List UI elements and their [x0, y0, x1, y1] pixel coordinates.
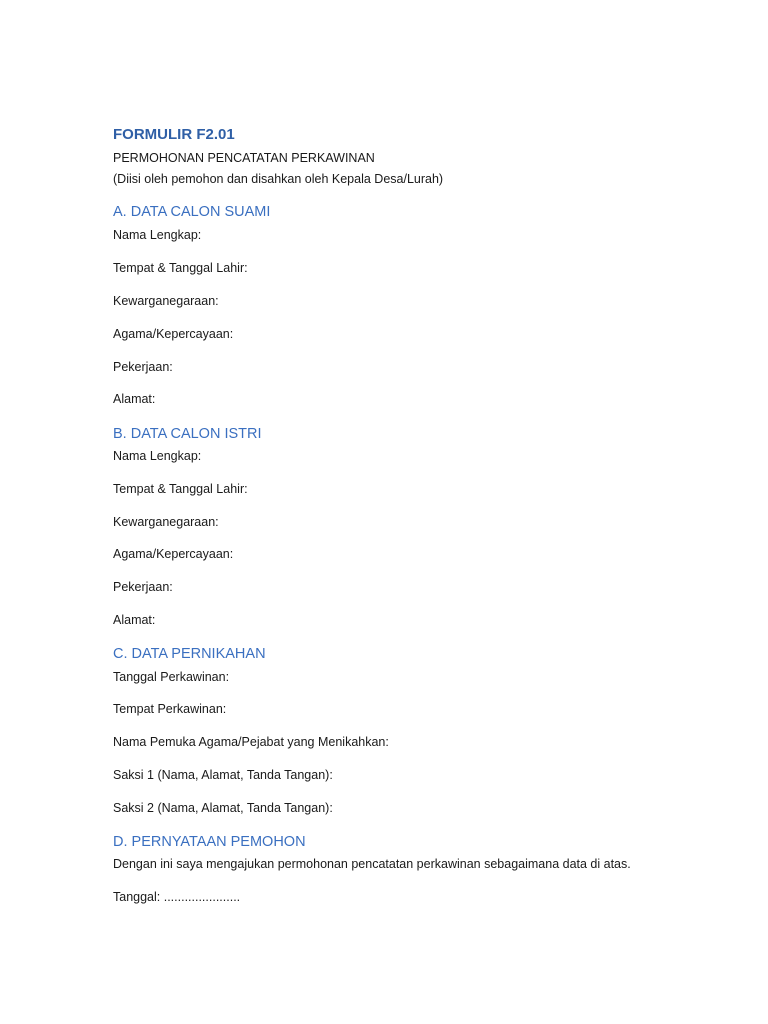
- section-b-heading: B. DATA CALON ISTRI: [113, 426, 262, 442]
- wife-address-label: Alamat:: [113, 613, 156, 627]
- officiant-name-label: Nama Pemuka Agama/Pejabat yang Menikahkan:: [113, 735, 389, 749]
- section-a-heading: A. DATA CALON SUAMI: [113, 204, 271, 220]
- husband-address-label: Alamat:: [113, 392, 156, 406]
- wife-birth-place-date-label: Tempat & Tanggal Lahir:: [113, 482, 248, 496]
- form-title: FORMULIR F2.01: [113, 126, 235, 143]
- form-subtitle: PERMOHONAN PENCATATAN PERKAWINAN: [113, 151, 375, 165]
- husband-full-name-label: Nama Lengkap:: [113, 228, 202, 242]
- section-c-heading: C. DATA PERNIKAHAN: [113, 646, 266, 662]
- marriage-date-label: Tanggal Perkawinan:: [113, 670, 230, 684]
- section-d-heading: D. PERNYATAAN PEMOHON: [113, 834, 306, 850]
- witness-2-label: Saksi 2 (Nama, Alamat, Tanda Tangan):: [113, 801, 333, 815]
- husband-religion-label: Agama/Kepercayaan:: [113, 327, 234, 341]
- wife-citizenship-label: Kewarganegaraan:: [113, 515, 219, 529]
- husband-citizenship-label: Kewarganegaraan:: [113, 294, 219, 308]
- witness-1-label: Saksi 1 (Nama, Alamat, Tanda Tangan):: [113, 768, 333, 782]
- wife-full-name-label: Nama Lengkap:: [113, 449, 202, 463]
- form-note: (Diisi oleh pemohon dan disahkan oleh Kepala Desa/Lurah): [113, 172, 444, 186]
- wife-religion-label: Agama/Kepercayaan:: [113, 547, 234, 561]
- date-line: Tanggal: ......................: [113, 890, 241, 904]
- marriage-place-label: Tempat Perkawinan:: [113, 702, 227, 716]
- wife-occupation-label: Pekerjaan:: [113, 580, 173, 594]
- husband-birth-place-date-label: Tempat & Tanggal Lahir:: [113, 261, 248, 275]
- applicant-statement: Dengan ini saya mengajukan permohonan pencatatan perkawinan sebagaimana data di atas.: [113, 857, 631, 871]
- husband-occupation-label: Pekerjaan:: [113, 360, 173, 374]
